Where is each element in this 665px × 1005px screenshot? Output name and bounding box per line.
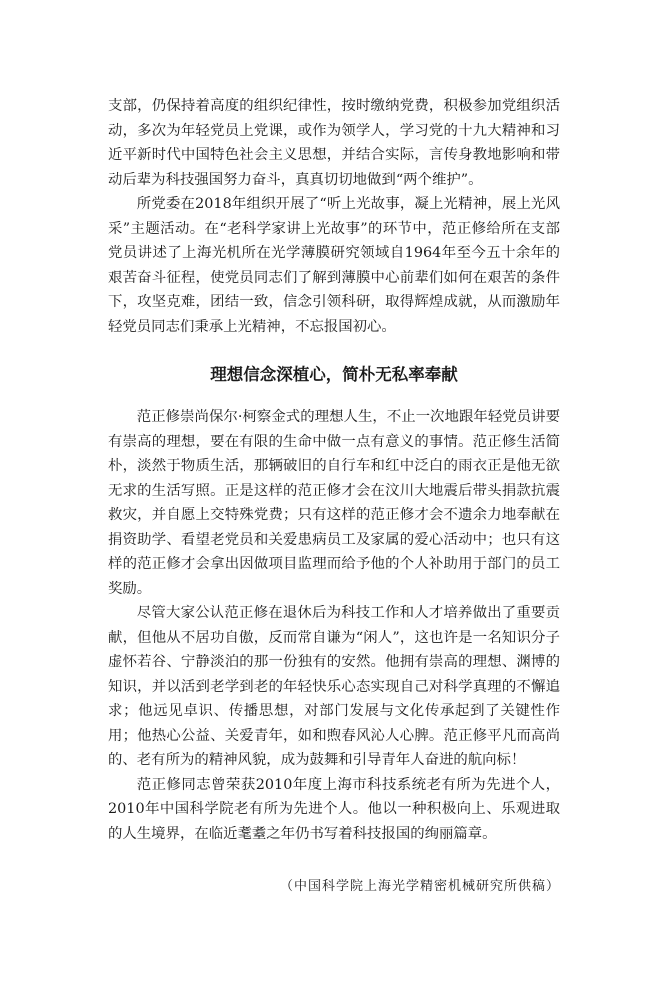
source-note: （中国科学院上海光学精密机械研究所供稿） (279, 879, 560, 894)
paragraph-ideals: 范正修崇尚保尔·柯察金式的理想人生，不止一次地跟年轻党员讲要有崇高的理想，要在有限的生命中做一点有意义的事情。范正修生活简朴，淡然于物质生活，那辆破旧的自行车和红中泛白的雨衣正是他无欲无求的生活写照。正是这样的范正修才会在汶川大地震后带头捐款抗震救灾，并自愿上交特殊党费；只有这样的范正修才会不遗余力地奉献在捐资助学、看望老党员和关爱患病员工及家属的爱心活动中；也只有这样的范正修才会拿出因做项目监理而给予他的个人补助用于部门的员工奖励。 (108, 409, 560, 597)
paragraph-honors: 范正修同志曾荣获2010年度上海市科技系统老有所为先进个人，2010年中国科学院老有所为先进个人。他以一种积极向上、乐观进取的人生境界，在临近耄耋之年仍书写着科技报国的绚丽篇章。 (108, 776, 560, 842)
document-page (108, 94, 560, 898)
paragraph-modesty: 尽管大家公认范正修在退休后为科技工作和人才培养做出了重要贡献，但他从不居功自傲，反而常自谦为“闲人”，这也许是一名知识分子虚怀若谷、宁静淡泊的那一份独有的安然。他拥有崇高的理想、渊博的知识，并以活到老学到老的年轻快乐心态实现自己对科学真理的不懈追求；他远见卓识、传播思想，对部门发展与文化传承起到了关键性作用；他热心公益、关爱青年，如和煦春风沁人心脾。范正修平凡而高尚的、老有所为的精神风貌，成为鼓舞和引导青年人奋进的航向标！ (108, 605, 560, 768)
paragraph-continued: 支部，仍保持着高度的组织纪律性，按时缴纳党费，积极参加党组织活动，多次为年轻党员上党课，或作为领学人，学习党的十九大精神和习近平新时代中国特色社会主义思想，并结合实际，言传身教地影响和带动后辈为科技强国努力奋斗，真真切切地做到“两个维护”。 (108, 98, 560, 188)
paragraph-theme-activity: 所党委在2018年组织开展了“听上光故事，凝上光精神，展上光风采”主题活动。在“老科学家讲上光故事”的环节中，范正修给所在支部党员讲述了上海光机所在光学薄膜研究领域自1964年至今五十余年的艰苦奋斗征程，使党员同志们了解到薄膜中心前辈们如何在艰苦的条件下，攻坚克难，团结一致，信念引领科研，取得辉煌成就，从而激励年轻党员同志们秉承上光精神，不忘报国初心。 (108, 196, 560, 335)
section-title: 理想信念深植心，简朴无私率奉献 (210, 365, 458, 384)
